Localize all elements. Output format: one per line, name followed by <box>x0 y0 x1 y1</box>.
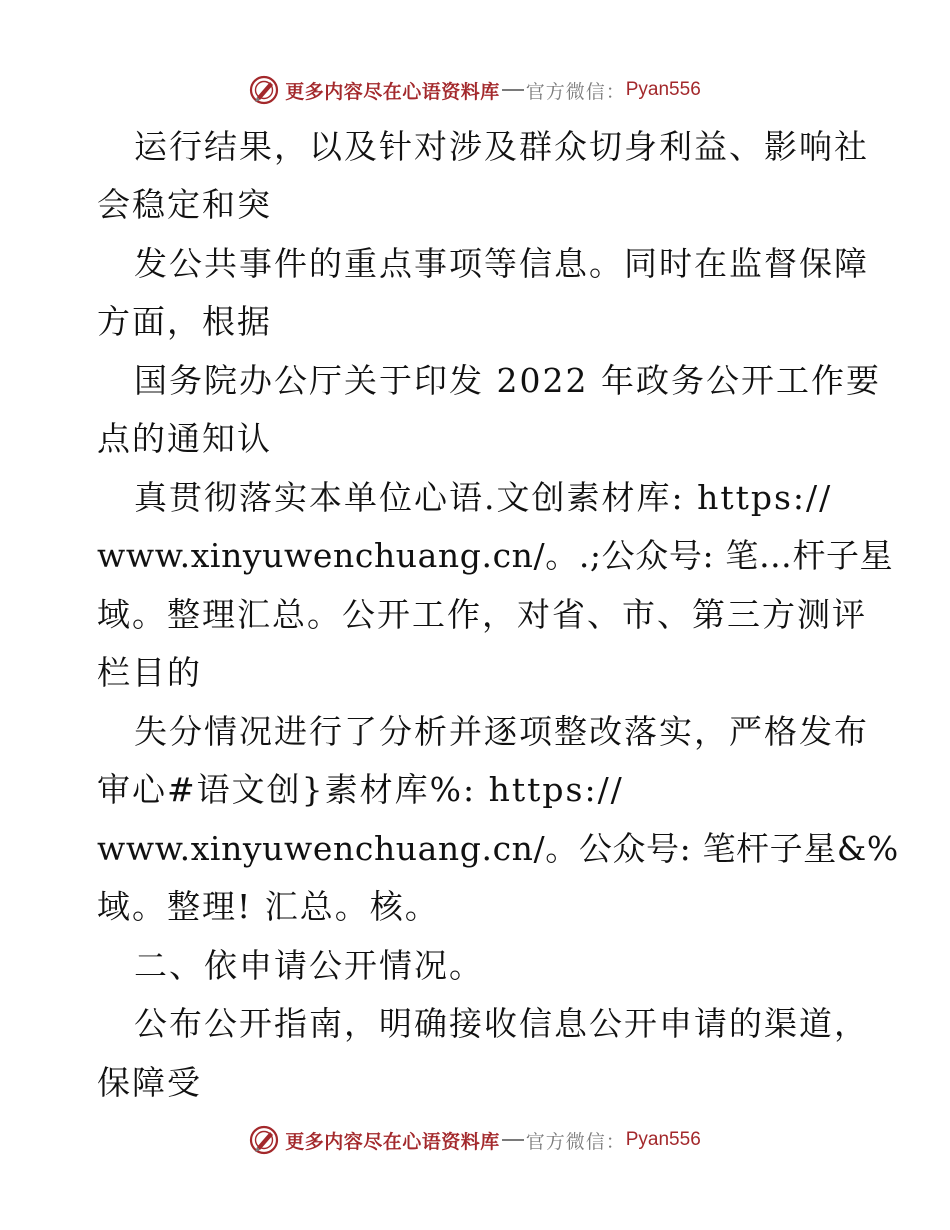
body-line: www.xinyuwenchuang.cn/。公众号: 笔杆子星&% <box>97 829 899 868</box>
brand-logo-icon <box>249 75 279 105</box>
body-line: 运行结果，以及针对涉及群众切身利益、影响社 <box>134 127 869 166</box>
body-line: 审心#语文创}素材库%: https:// <box>97 770 624 809</box>
body-line: 失分情况进行了分析并逐项整改落实，严格发布 <box>134 712 869 751</box>
body-line: 公布公开指南，明确接收信息公开申请的渠道， <box>134 1004 869 1043</box>
body-line: 国务院办公厅关于印发 2022 年政务公开工作要 <box>134 361 881 400</box>
banner-wechat-label: 官方微信： <box>525 80 626 103</box>
body-line: 会稳定和突 <box>97 185 272 224</box>
body-line: 发公共事件的重点事项等信息。同时在监督保障 <box>134 244 869 283</box>
body-line: 方面，根据 <box>97 302 272 341</box>
footer-banner <box>0 1122 950 1158</box>
body-line: 点的通知认 <box>97 419 272 458</box>
body-line: www.xinyuwenchuang.cn/。.;公众号: 笔…杆子星 <box>97 536 894 575</box>
body-line: 保障受 <box>97 1063 202 1102</box>
banner-title: 更多内容尽在心语资料库 <box>285 80 500 103</box>
banner-divider <box>502 89 524 91</box>
body-line: 二、依申请公开情况。 <box>134 946 484 985</box>
banner-title: 更多内容尽在心语资料库 <box>285 1130 500 1153</box>
banner-wechat-id: Pyan556 <box>625 79 701 100</box>
body-line: 真贯彻落实本单位心语.文创素材库: https:// <box>134 478 833 517</box>
banner-wechat-label: 官方微信： <box>525 1130 626 1153</box>
body-line: 域。整理汇总。公开工作，对省、市、第三方测评 <box>97 595 867 634</box>
body-line: 栏目的 <box>97 653 202 692</box>
brand-logo-icon <box>249 1125 279 1155</box>
header-banner <box>0 72 950 108</box>
banner-divider <box>502 1139 524 1141</box>
banner-wechat-id: Pyan556 <box>625 1129 701 1150</box>
body-line: 域。整理! 汇总。核。 <box>97 887 440 926</box>
